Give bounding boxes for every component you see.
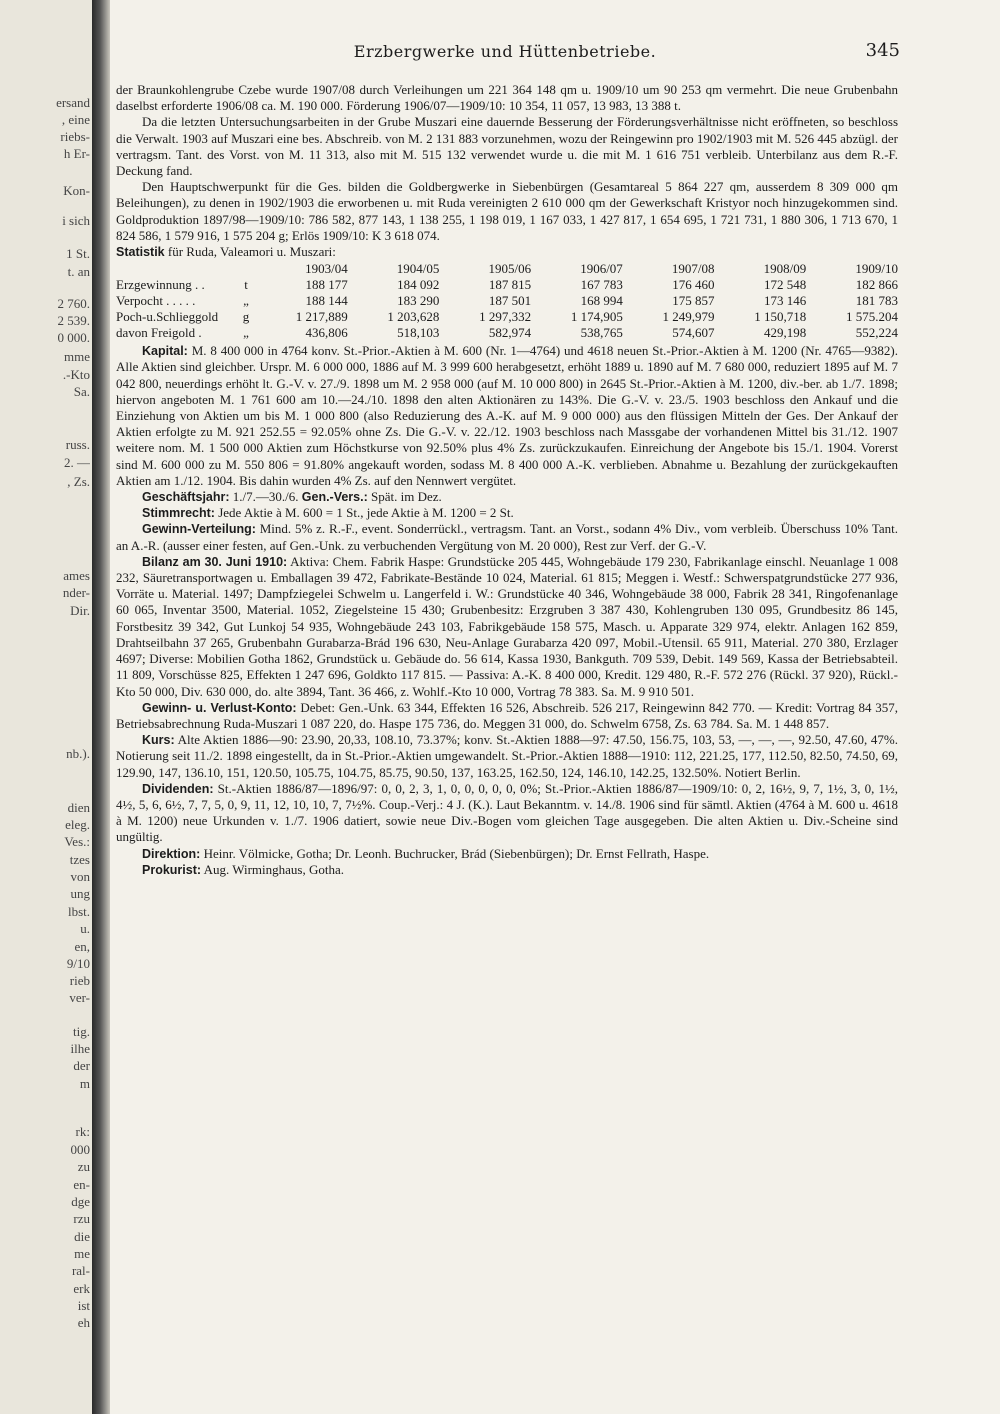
- table-cell: 173 146: [763, 293, 807, 309]
- margin-fragment: ral-: [71, 1263, 90, 1278]
- section-label: Kapital:: [142, 344, 188, 359]
- margin-fragment: 2 760.: [57, 296, 90, 311]
- margin-fragment: dge: [71, 1194, 90, 1209]
- section-text: Debet: Gen.-Unk. 63 344, Effekten 16 526, Abschreib. 526 217, Reingewinn 842 770. — Kredit: Vortrag 84 357, Betriebsabrechnung Ruda-Muszari 1 087 220, do. Haspe 175 736, do. Meggen 31 000, do. Schwelm 6758, Zs. 63 784. Sa. M. 1 448 857.: [116, 699, 898, 731]
- table-cell: 188 177: [305, 277, 348, 293]
- table-cell: 518,103: [397, 325, 440, 341]
- section-label: Bilanz am 30. Juni 1910:: [142, 554, 288, 569]
- table-row: [116, 293, 898, 309]
- margin-fragment: rieb: [69, 973, 90, 988]
- section-text: Alte Aktien 1886—90: 23.90, 20,33, 108.10, 73.37%; konv. St.-Aktien 1888—97: 47.50, 156.75, 103, 53, —, —, —, 92.50, 47.60, 47%. Notierung seit 11./2. 1898 eingestellt, da in St.-Prior.-Aktien umgewandelt. St.-Prior.-Aktien 1888—1910: 112, 221.25, 177, 112.50, 82.50, 74.50, 69, 129.90, 147, 136.10, 151, 120.50, 105.75, 104.75, 85.75, 90.50, 137, 163.25, 162.50, 124, 146.10, 142.25, 132.50%. Notiert Berlin.: [116, 732, 898, 780]
- section-text: M. 8 400 000 in 4764 konv. St.-Prior.-Aktien à M. 600 (Nr. 1—4764) und 4618 neuen St.-Prior.-Aktien à M. 1200 (Nr. 4765—9382). Alle Aktien sind gleichber. Urspr. M. 6 000 000, 1886 auf M. 3 999 600 herabgesetzt, erhöht 1889 u. 1890 auf M. 7 680 000, reduziert 1895 auf M. 7 042 800, neuerdings erhöht lt. G.-V. v. 27./9. 1898 um M. 2 958 000 (auf M. 10 000 800) in 2645 St.-Prior.-Aktien à M. 1200, div.-ber. ab 1./7. 1898; hiervon angeboten M. 1 761 600 am 10.—24./10. 1898 den alten Aktionären zu 143%. Die G.-V. v. 23./5. 1903 beschloss den Ankauf und die Einziehung von Aktien um bis M. 1 000 800 (also Reduzierung des A.-K. auf M. 9 000 000) aus den flüssigen Mitteln der Ges. Der Ankauf der Aktien erfolgte zu M. 921 252.55 = 92.05% ohne Zs. Die G.-V. v. 22./12. 1903 beschloss nach Massgabe der vorhandenen Mittel bis 31./12. 1907 weitere nom. M. 1 500 000 Aktien zum Höchstkurse von 92.50% plus 4% Zs. zurückzukaufen. Einreichung der Angebote bis 15./1. 1904. Vorerst sind M. 600 000 zu M. 550 806 = 91.80% angekauft worden, sodass M. 8 400 000 A.-K. verblieben. Abnahme u. Bezahlung der zurückgekauften Aktien am 1./12. 1904. Bis dahin wurden 4% Zs. auf den Nennwert vergütet.: [116, 343, 898, 488]
- production-table-body: [116, 277, 898, 341]
- table-cell: 181 783: [855, 293, 898, 309]
- margin-fragment: eleg.: [65, 817, 90, 832]
- margin-fragment: u.: [80, 921, 90, 936]
- table-cell: 188 144: [305, 293, 348, 309]
- paragraph-muszari: Da die letzten Untersuchungsarbeiten in der Grube Muszari eine dauernde Besserung der Förderungsverhältnisse nicht eröffneten, so beschloss die Verwalt. 1903 auf Muszari eine bes. Abschreib. von M. 2 131 883 vorzunehmen, wozu der Reingewinn pro 1902/1903 mit M. 526 445 abzügl. der vertragsm. Tant. des Vorst. von M. 11 313, also mit M. 515 132 verwendet wurde u. die mit M. 1 616 751 verbleib. Unterbilanz aus dem R.-F. Deckung fand.: [116, 114, 898, 179]
- section-text: Heinr. Völmicke, Gotha; Dr. Leonh. Buchrucker, Brád (Siebenbürgen); Dr. Ernst Fellrath, Haspe.: [200, 845, 710, 861]
- table-cell: 574,607: [672, 325, 715, 341]
- table-unit-header: [236, 261, 256, 277]
- margin-fragment: ung: [70, 886, 90, 901]
- margin-fragment: tzes: [69, 852, 90, 867]
- table-cell: 183 290: [397, 293, 440, 309]
- section-text: Aug. Wirminghaus, Gotha.: [201, 861, 344, 877]
- table-cell: 168 994: [580, 293, 623, 309]
- table-cell: 1 150,718: [754, 309, 807, 325]
- margin-fragment: i sich: [62, 213, 90, 228]
- paragraph-gold-mines: Den Hauptschwerpunkt für die Ges. bilden die Goldbergwerke in Siebenbürgen (Gesamtareal 5 864 227 qm, ausserdem 8 309 000 qm Beleihungen), zu denen in 1902/1903 die erworbenen u. mit Ruda vereinigten 2 610 000 qm der Gewerkschaft Kristyor noch hinzugekommen sind. Goldproduktion 1897/98—1909/10: 786 582, 877 143, 1 138 255, 1 198 019, 1 167 033, 1 427 817, 1 654 695, 1 721 731, 1 880 306, 1 713 670, 1 824 586, 1 579 916, 1 575 204 g; Erlös 1909/10: K 3 618 074.: [116, 179, 898, 243]
- table-cell: 172 548: [763, 277, 807, 293]
- margin-fragment: ver-: [69, 990, 90, 1005]
- margin-fragment: me: [74, 1246, 90, 1261]
- margin-fragment: ames: [63, 568, 90, 583]
- margin-fragment: Kon-: [63, 183, 90, 198]
- margin-fragment: die: [74, 1229, 90, 1244]
- section-text: Spät. im Dez.: [367, 489, 442, 505]
- margin-fragment: 2. —: [64, 455, 90, 470]
- page-body: [116, 82, 898, 878]
- margin-fragment: ilhe: [70, 1041, 90, 1056]
- row-unit: „: [243, 325, 249, 341]
- section-paragraph: [116, 554, 898, 700]
- section-paragraph: [116, 732, 898, 781]
- margin-fragment: erk: [73, 1281, 90, 1296]
- margin-fragment: der: [73, 1058, 90, 1073]
- statistics-heading-text: für Ruda, Valeamori u. Muszari:: [167, 244, 336, 260]
- section-paragraph: [116, 505, 898, 521]
- table-cell: 1 174,905: [570, 309, 623, 325]
- row-label: davon Freigold .: [116, 325, 202, 341]
- year-header: 1903/04: [305, 261, 348, 277]
- section-paragraph: [116, 343, 898, 489]
- margin-fragment: eh: [77, 1315, 90, 1330]
- page-header: [110, 38, 900, 68]
- table-cell: 429,198: [763, 325, 807, 341]
- margin-fragment: Dir.: [70, 603, 90, 618]
- section-paragraph: [116, 521, 898, 553]
- year-header: 1905/06: [488, 261, 532, 277]
- margin-fragment: nb.).: [66, 746, 90, 761]
- section-label: Gen.-Vers.:: [301, 490, 368, 505]
- margin-fragment: 1 St.: [66, 246, 90, 261]
- row-label: Erzgewinnung . .: [116, 277, 205, 293]
- table-cell: 1 575.204: [846, 309, 898, 325]
- table-header-row: [116, 261, 898, 277]
- margin-fragment: 9/10: [66, 956, 90, 971]
- section-label: Dividenden:: [142, 781, 214, 796]
- year-header: 1909/10: [855, 261, 898, 277]
- margin-fragment: rk:: [75, 1124, 90, 1139]
- margin-fragment: tig.: [73, 1024, 90, 1039]
- margin-fragment: t. an: [67, 264, 90, 279]
- table-cell: 538,765: [580, 325, 623, 341]
- margin-fragment: zu: [77, 1159, 90, 1174]
- margin-fragment: 2 539.: [57, 313, 90, 328]
- row-label: Verpocht . . . . .: [116, 293, 196, 309]
- table-cell: 1 249,979: [662, 309, 715, 325]
- table-cell: 176 460: [672, 277, 715, 293]
- margin-fragment: 0 000.: [57, 330, 90, 345]
- running-title: Erzbergwerke und Hüttenbetriebe.: [353, 42, 657, 61]
- row-unit: g: [242, 309, 250, 325]
- section-paragraph: [116, 700, 898, 732]
- section-label: Kurs:: [142, 733, 175, 748]
- margin-fragment: , Zs.: [67, 474, 90, 489]
- margin-fragment: h Er-: [63, 146, 90, 161]
- book-spine-shadow: [92, 0, 110, 1414]
- row-label: Poch-u.Schlieggold: [116, 309, 219, 325]
- margin-fragment: dien: [67, 800, 90, 815]
- table-cell: 582,974: [488, 325, 532, 341]
- section-paragraph: [116, 862, 898, 878]
- page-number: 345: [865, 40, 900, 61]
- table-cell: 184 092: [397, 277, 440, 293]
- table-corner: [116, 261, 236, 277]
- statistics-label: Statistik: [116, 245, 165, 260]
- table-cell: 187 815: [488, 277, 532, 293]
- statistics-heading: [116, 244, 898, 260]
- production-table: [116, 261, 898, 341]
- table-cell: 167 783: [580, 277, 623, 293]
- margin-fragment: Sa.: [73, 384, 90, 399]
- year-header: 1904/05: [396, 261, 440, 277]
- section-text: Jede Aktie à M. 600 = 1 St., jede Aktie à M. 1200 = 2 St.: [214, 505, 514, 521]
- margin-fragment: mme: [64, 349, 90, 364]
- margin-fragment: nder-: [62, 585, 90, 600]
- table-row: [116, 277, 898, 293]
- section-paragraph: [116, 781, 898, 846]
- section-text: St.-Aktien 1886/87—1896/97: 0, 0, 2, 3, 1, 0, 0, 0, 0, 0, 0%; St.-Prior.-Aktien 1886/87—1909/10: 0, 2, 16½, 9, 7, 1½, 3, 0, 1½, 4½, 5, 6, 6½, 7, 7, 5, 0, 9, 11, 12, 10, 10, 7, 7½%. Coup.-Verj.: 4 J. (K.). Laut Bekanntm. v. 14./8. 1906 sind für sämtl. Aktien (4764 à M. 600 u. 4618 à M. 1200) neue Urkunden v. 1./7. 1906 datiert, sowie neue Div.-Bogen vom gleichen Tage ausgegeben. Die alten Aktien u. Div.-Scheine sind ungültig.: [116, 780, 898, 845]
- section-label: Geschäftsjahr:: [142, 490, 230, 505]
- section-label: Gewinn-Verteilung:: [142, 522, 256, 537]
- section-label: Prokurist:: [142, 862, 202, 877]
- table-cell: 182 866: [855, 277, 898, 293]
- margin-fragment: m: [79, 1076, 90, 1091]
- year-header: 1907/08: [671, 261, 715, 277]
- table-cell: 1 217,889: [295, 309, 348, 325]
- margin-fragment: lbst.: [67, 904, 90, 919]
- section-text: 1./7.—30./6.: [229, 489, 302, 505]
- section-text: Mind. 5% z. R.-F., event. Sonderrückl., vertragsm. Tant. an Vorst., sodann 4% Div., vom verbleib. Überschuss 10% Tant. an A.-R. (ausser einer festen, auf Gen.-Unk. zu verbuchenden Vergütung von M. 20 000), Rest zur Verf. der G.-V.: [116, 521, 898, 553]
- table-cell: 436,806: [305, 325, 348, 341]
- margin-fragment: en,: [74, 939, 90, 954]
- section-label: Gewinn- u. Verlust-Konto:: [142, 700, 297, 715]
- margin-fragment: ersand: [56, 95, 90, 110]
- margin-fragment: riebs-: [60, 129, 90, 144]
- table-cell: 187 501: [488, 293, 532, 309]
- section-text: Aktiva: Chem. Fabrik Haspe: Grundstücke 205 445, Wohngebäude 179 230, Fabrikanlage einschl. Neuanlage 1 008 232, Säuretransportwagen u. Emballagen 39 472, Fabrikate-Bestände 10 024, Material. 61 815; Meggen i. Westf.: Schwerspatgrundstücke 277 936, Vorräte u. Material. 1497; Dampfziegelei Schwelm u. Langerfeld i. W.: Grundstücke 40 346, Wohngebäude 38 000, Fabrik 28 341, Ringofenanlage 60 065, Inventar 3500, Material. 1052, Ziegelsteine 15 430; Grubenbesitz: Erzgruben 3 387 430, Kohlengruben 130 095, Grundbesitz 86 145, Forstbesitz 39 342, Gut Lunkoj 54 935, Wohngebäude 243 103, Fabrikgebäude 158 575, Masch. u. Apparate 329 974, elektr. Anlagen 162 859, Drahtseilbahn 37 265, Grubenbahn Gurabarza-Brád 196 630, Neu-Anlage Gurabarza 420 097, Mobil.-Utensil. 65 911, Material. 270 380, Erzlager 4697; Diverse: Mobilien Gotha 1862, Grundstück u. Gebäude do. 56 614, Kassa 1930, Bankguth. 709 539, Debit. 149 569, Kassa der Betriebsabteil. 11 809, Vorschüsse 825, Effekten 1 247 696, Goldkto 117 815. — Passiva: A.-K. 8 400 000, Kredit. 129 480, R.-F. 572 276 (Rückl. 37 920), Rückl.-Kto 50 000, Div. 630 000, do. alte 3894, Tant. 36 466, z. Wohlf.-Kto 10 000, Vortrag 78 383. Sa. M. 9 910 501.: [116, 553, 899, 699]
- table-row: [116, 309, 898, 325]
- company-sections: [116, 343, 898, 878]
- margin-fragment: ist: [77, 1298, 90, 1313]
- table-cell: 1 297,332: [479, 309, 532, 325]
- margin-fragment: russ.: [65, 437, 90, 452]
- section-paragraph: [116, 846, 898, 862]
- margin-fragment: rzu: [73, 1211, 90, 1226]
- table-cell: 1 203,628: [387, 309, 440, 325]
- margin-fragment: en-: [73, 1177, 90, 1192]
- table-row: [116, 325, 898, 341]
- margin-fragment: , eine: [61, 112, 90, 127]
- row-unit: „: [243, 293, 249, 309]
- paragraph-lignite: der Braunkohlengrube Czebe wurde 1907/08 durch Verleihungen um 221 364 148 qm u. 1909/10 um 90 253 qm vermehrt. Die neue Grubenbahn daselbst erforderte 1906/08 ca. M. 190 000. Förderung 1906/07—1909/10: 10 354, 11 057, 13 983, 13 388 t.: [116, 82, 898, 114]
- margin-fragment: von: [70, 869, 90, 884]
- row-unit: t: [244, 277, 248, 293]
- table-cell: 175 857: [672, 293, 715, 309]
- year-header: 1906/07: [580, 261, 623, 277]
- section-paragraph: [116, 489, 898, 505]
- margin-fragment: 000: [70, 1142, 90, 1157]
- year-header: 1908/09: [763, 261, 807, 277]
- margin-fragment: Ves.:: [64, 834, 90, 849]
- table-cell: 552,224: [855, 325, 898, 341]
- section-label: Direktion:: [142, 846, 201, 861]
- margin-fragment: .-Kto: [62, 367, 90, 382]
- section-label: Stimmrecht:: [142, 506, 215, 521]
